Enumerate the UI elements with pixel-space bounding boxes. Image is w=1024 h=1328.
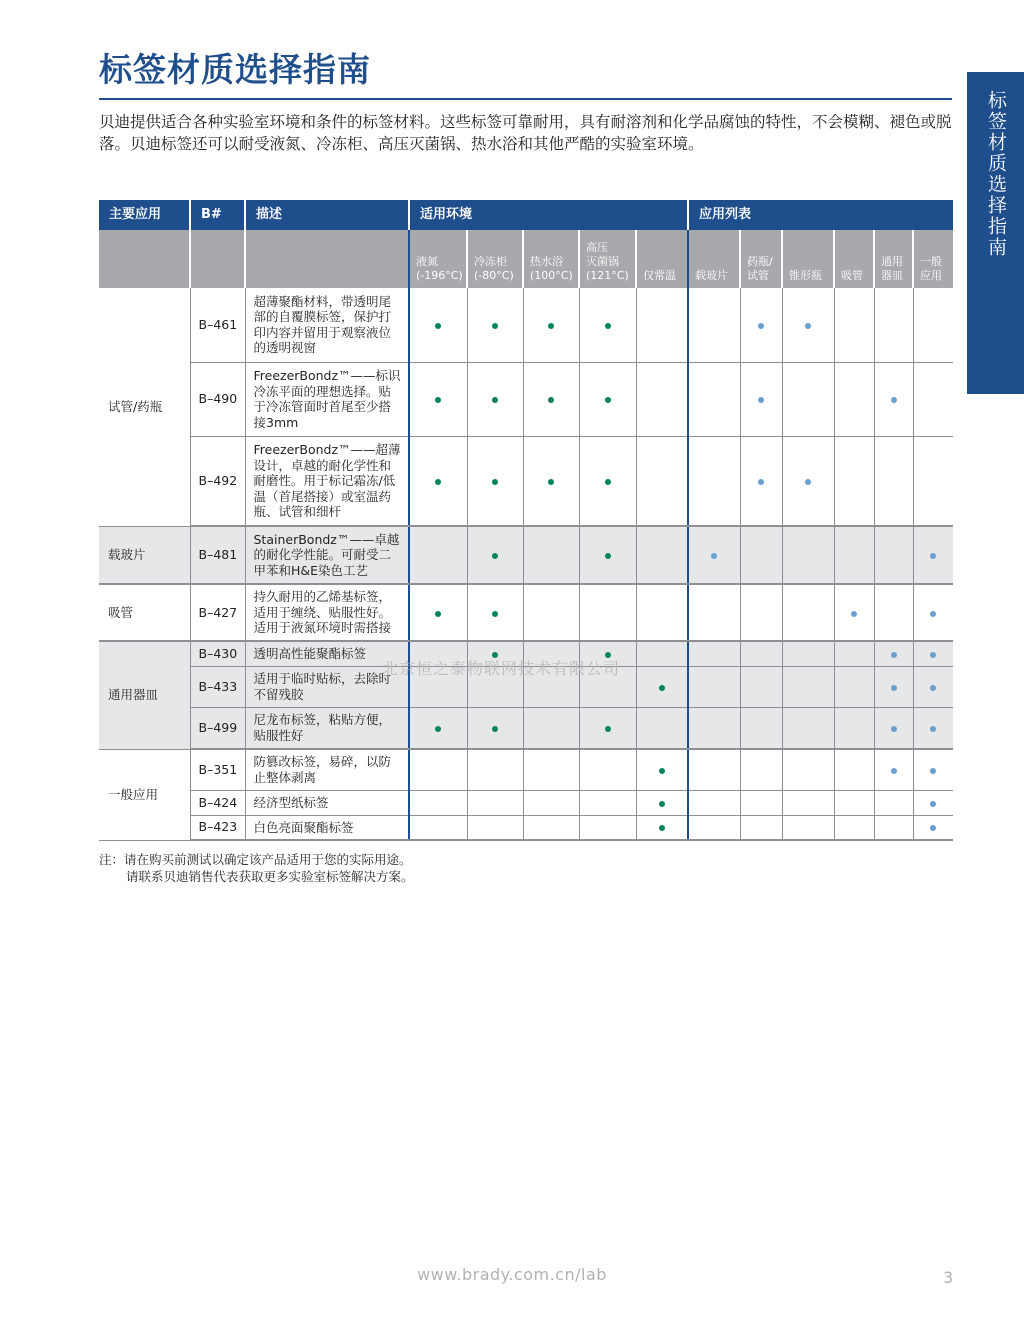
application-cell bbox=[688, 707, 740, 749]
environment-cell bbox=[523, 749, 579, 790]
applicable-dot-icon bbox=[930, 726, 936, 732]
suitable-dot-icon bbox=[548, 397, 554, 403]
suitable-dot-icon bbox=[659, 801, 665, 807]
application-cell bbox=[874, 666, 913, 707]
main-application-cell: 试管/药瓶 bbox=[99, 288, 190, 526]
application-cell bbox=[874, 790, 913, 815]
environment-cell bbox=[409, 790, 467, 815]
description-cell: 超薄聚酯材料，带透明尾部的自覆膜标签，保护打印内容并留用于观察液位的透明视窗 bbox=[245, 288, 409, 362]
application-cell bbox=[913, 362, 953, 436]
app-col-header: 载玻片 bbox=[688, 230, 740, 288]
suitable-dot-icon bbox=[435, 726, 441, 732]
application-cell bbox=[874, 749, 913, 790]
environment-cell bbox=[467, 362, 523, 436]
environment-cell bbox=[409, 815, 467, 840]
environment-cell bbox=[579, 749, 636, 790]
app-col-header: 吸管 bbox=[834, 230, 874, 288]
environment-cell bbox=[523, 288, 579, 362]
side-section-tab bbox=[967, 72, 1024, 394]
application-cell bbox=[834, 707, 874, 749]
application-cell bbox=[834, 526, 874, 584]
suitable-dot-icon bbox=[492, 726, 498, 732]
app-col-header: 锥形瓶 bbox=[782, 230, 834, 288]
environment-cell bbox=[579, 707, 636, 749]
applicable-dot-icon bbox=[930, 611, 936, 617]
applicable-dot-icon bbox=[930, 553, 936, 559]
subheader-blank bbox=[245, 230, 409, 288]
description-cell: 防篡改标签，易碎，以防止整体剥离 bbox=[245, 749, 409, 790]
application-cell bbox=[834, 436, 874, 526]
application-cell bbox=[782, 707, 834, 749]
application-cell bbox=[740, 815, 782, 840]
application-cell bbox=[688, 436, 740, 526]
description-cell: 经济型纸标签 bbox=[245, 790, 409, 815]
applicable-dot-icon bbox=[891, 685, 897, 691]
env-col-header: 热水浴 (100°C) bbox=[523, 230, 579, 288]
applicable-dot-icon bbox=[891, 652, 897, 658]
applicable-dot-icon bbox=[891, 726, 897, 732]
environment-cell bbox=[467, 749, 523, 790]
application-cell bbox=[740, 362, 782, 436]
table-row bbox=[99, 707, 953, 749]
application-cell bbox=[740, 707, 782, 749]
suitable-dot-icon bbox=[492, 553, 498, 559]
environment-cell bbox=[579, 584, 636, 641]
application-cell bbox=[913, 584, 953, 641]
application-cell bbox=[688, 749, 740, 790]
environment-cell bbox=[636, 288, 688, 362]
application-cell bbox=[688, 362, 740, 436]
environment-cell bbox=[636, 749, 688, 790]
b-number-cell: B–492 bbox=[190, 436, 245, 526]
table-row bbox=[99, 790, 953, 815]
applicable-dot-icon bbox=[930, 768, 936, 774]
label-selection-table bbox=[99, 200, 953, 841]
environment-cell bbox=[409, 436, 467, 526]
suitable-dot-icon bbox=[605, 726, 611, 732]
applicable-dot-icon bbox=[758, 479, 764, 485]
app-col-header: 通用 器皿 bbox=[874, 230, 913, 288]
environment-cell bbox=[523, 707, 579, 749]
b-number-cell: B–427 bbox=[190, 584, 245, 641]
suitable-dot-icon bbox=[492, 611, 498, 617]
environment-cell bbox=[636, 436, 688, 526]
b-number-cell: B–424 bbox=[190, 790, 245, 815]
note-line: 注：请在购买前测试以确定该产品适用于您的实际用途。 bbox=[99, 852, 412, 867]
application-cell bbox=[834, 641, 874, 666]
applicable-dot-icon bbox=[930, 825, 936, 831]
description-cell: 白色亮面聚酯标签 bbox=[245, 815, 409, 840]
applicable-dot-icon bbox=[891, 397, 897, 403]
application-cell bbox=[688, 288, 740, 362]
environment-cell bbox=[636, 362, 688, 436]
application-cell bbox=[740, 526, 782, 584]
suitable-dot-icon bbox=[605, 323, 611, 329]
applicable-dot-icon bbox=[711, 553, 717, 559]
b-number-cell: B–499 bbox=[190, 707, 245, 749]
environment-cell bbox=[467, 790, 523, 815]
header-environment: 适用环境 bbox=[409, 200, 688, 230]
application-cell bbox=[834, 749, 874, 790]
application-cell bbox=[913, 666, 953, 707]
environment-cell bbox=[579, 815, 636, 840]
applicable-dot-icon bbox=[758, 323, 764, 329]
suitable-dot-icon bbox=[435, 479, 441, 485]
table-row bbox=[99, 815, 953, 840]
app-col-header: 一般 应用 bbox=[913, 230, 953, 288]
application-cell bbox=[874, 815, 913, 840]
page-title: 标签材质选择指南 bbox=[99, 50, 371, 89]
main-application-cell: 载玻片 bbox=[99, 526, 190, 584]
application-cell bbox=[913, 288, 953, 362]
header-b-number: B# bbox=[190, 200, 245, 230]
suitable-dot-icon bbox=[435, 611, 441, 617]
environment-cell bbox=[467, 436, 523, 526]
environment-cell bbox=[523, 584, 579, 641]
table-row bbox=[99, 436, 953, 526]
applicable-dot-icon bbox=[758, 397, 764, 403]
description-cell: StainerBondz™——卓越的耐化学性能。可耐受二甲苯和H&E染色工艺 bbox=[245, 526, 409, 584]
suitable-dot-icon bbox=[659, 768, 665, 774]
watermark-text: 北京恒之泰物联网技术有限公司 bbox=[382, 659, 621, 678]
application-cell bbox=[688, 790, 740, 815]
b-number-cell: B–433 bbox=[190, 666, 245, 707]
applicable-dot-icon bbox=[805, 479, 811, 485]
applicable-dot-icon bbox=[930, 652, 936, 658]
application-cell bbox=[782, 526, 834, 584]
application-cell bbox=[782, 815, 834, 840]
environment-cell bbox=[636, 707, 688, 749]
suitable-dot-icon bbox=[492, 479, 498, 485]
main-application-cell: 吸管 bbox=[99, 584, 190, 641]
table-row bbox=[99, 526, 953, 584]
description-cell: FreezerBondz™——超薄设计，卓越的耐化学性和耐磨性。用于标记霜冻/低温（首尾搭接）或室温药瓶、试管和细杆 bbox=[245, 436, 409, 526]
application-cell bbox=[913, 749, 953, 790]
env-col-header: 高压 灭菌锅 (121°C) bbox=[579, 230, 636, 288]
application-cell bbox=[834, 584, 874, 641]
application-cell bbox=[874, 288, 913, 362]
application-cell bbox=[740, 790, 782, 815]
description-cell: 持久耐用的乙烯基标签，适用于缠绕、贴服性好。适用于液氮环境时需搭接 bbox=[245, 584, 409, 641]
description-cell: 适用于临时贴标，去除时不留残胶 bbox=[245, 666, 409, 707]
table-row bbox=[99, 749, 953, 790]
env-col-header: 液氮 (-196°C) bbox=[409, 230, 467, 288]
app-col-header: 药瓶/ 试管 bbox=[740, 230, 782, 288]
header-applications: 应用列表 bbox=[688, 200, 953, 230]
application-cell bbox=[740, 584, 782, 641]
application-cell bbox=[782, 641, 834, 666]
application-cell bbox=[688, 641, 740, 666]
applicable-dot-icon bbox=[930, 685, 936, 691]
page-number: 3 bbox=[943, 1268, 954, 1287]
environment-cell bbox=[467, 288, 523, 362]
environment-cell bbox=[409, 749, 467, 790]
environment-cell bbox=[523, 526, 579, 584]
header-main-app: 主要应用 bbox=[99, 200, 190, 230]
table-row bbox=[99, 584, 953, 641]
applicable-dot-icon bbox=[930, 801, 936, 807]
application-cell bbox=[913, 436, 953, 526]
footnotes bbox=[99, 851, 414, 885]
application-cell bbox=[913, 526, 953, 584]
application-cell bbox=[688, 666, 740, 707]
subheader-blank bbox=[99, 230, 190, 288]
suitable-dot-icon bbox=[548, 479, 554, 485]
side-tab-label: 标签材质选择指南 bbox=[985, 90, 1007, 258]
suitable-dot-icon bbox=[435, 397, 441, 403]
environment-cell bbox=[636, 584, 688, 641]
main-application-cell: 通用器皿 bbox=[99, 641, 190, 749]
intro-paragraph: 贝迪提供适合各种实验室环境和条件的标签材料。这些标签可靠耐用，具有耐溶剂和化学品腐蚀的特性，不会模糊、褪色或脱落。贝迪标签还可以耐受液氮、冷冻柜、高压灭菌锅、热水浴和其他严酷的实验室环境。 bbox=[99, 113, 952, 153]
b-number-cell: B–351 bbox=[190, 749, 245, 790]
description-cell: FreezerBondz™——标识冷冻平面的理想选择。贴于冷冻管面时首尾至少搭接3mm bbox=[245, 362, 409, 436]
application-cell bbox=[913, 790, 953, 815]
environment-cell bbox=[523, 815, 579, 840]
b-number-cell: B–461 bbox=[190, 288, 245, 362]
environment-cell bbox=[409, 288, 467, 362]
description-cell: 透明高性能聚酯标签 bbox=[245, 641, 409, 666]
environment-cell bbox=[523, 436, 579, 526]
environment-cell bbox=[579, 362, 636, 436]
title-divider bbox=[99, 98, 952, 100]
application-cell bbox=[740, 436, 782, 526]
application-cell bbox=[782, 436, 834, 526]
b-number-cell: B–490 bbox=[190, 362, 245, 436]
environment-cell bbox=[467, 526, 523, 584]
b-number-cell: B–430 bbox=[190, 641, 245, 666]
application-cell bbox=[913, 815, 953, 840]
application-cell bbox=[834, 790, 874, 815]
application-cell bbox=[782, 362, 834, 436]
application-cell bbox=[740, 288, 782, 362]
environment-cell bbox=[636, 815, 688, 840]
environment-cell bbox=[523, 790, 579, 815]
environment-cell bbox=[467, 815, 523, 840]
env-col-header: 冷冻柜 (-80°C) bbox=[467, 230, 523, 288]
application-cell bbox=[834, 666, 874, 707]
application-cell bbox=[913, 707, 953, 749]
application-cell bbox=[782, 749, 834, 790]
application-cell bbox=[740, 666, 782, 707]
application-cell bbox=[874, 436, 913, 526]
suitable-dot-icon bbox=[492, 397, 498, 403]
environment-cell bbox=[636, 641, 688, 666]
header-description: 描述 bbox=[245, 200, 409, 230]
suitable-dot-icon bbox=[659, 685, 665, 691]
application-cell bbox=[913, 641, 953, 666]
suitable-dot-icon bbox=[605, 479, 611, 485]
application-cell bbox=[782, 584, 834, 641]
application-cell bbox=[782, 790, 834, 815]
environment-cell bbox=[579, 526, 636, 584]
application-cell bbox=[782, 288, 834, 362]
application-cell bbox=[688, 815, 740, 840]
environment-cell bbox=[409, 584, 467, 641]
b-number-cell: B–481 bbox=[190, 526, 245, 584]
environment-cell bbox=[523, 362, 579, 436]
suitable-dot-icon bbox=[659, 825, 665, 831]
application-cell bbox=[874, 641, 913, 666]
environment-cell bbox=[467, 707, 523, 749]
environment-cell bbox=[579, 436, 636, 526]
env-col-header: 仅常温 bbox=[636, 230, 688, 288]
applicable-dot-icon bbox=[851, 611, 857, 617]
application-cell bbox=[740, 749, 782, 790]
subheader-blank bbox=[190, 230, 245, 288]
application-cell bbox=[874, 362, 913, 436]
suitable-dot-icon bbox=[548, 323, 554, 329]
application-cell bbox=[874, 526, 913, 584]
environment-cell bbox=[409, 707, 467, 749]
main-application-cell: 一般应用 bbox=[99, 749, 190, 840]
suitable-dot-icon bbox=[492, 323, 498, 329]
suitable-dot-icon bbox=[435, 323, 441, 329]
environment-cell bbox=[409, 526, 467, 584]
environment-cell bbox=[579, 790, 636, 815]
note-line: 请联系贝迪销售代表获取更多实验室标签解决方案。 bbox=[126, 869, 414, 884]
environment-cell bbox=[579, 288, 636, 362]
application-cell bbox=[874, 584, 913, 641]
table-row bbox=[99, 288, 953, 362]
description-cell: 尼龙布标签，粘贴方便，贴服性好 bbox=[245, 707, 409, 749]
environment-cell bbox=[636, 666, 688, 707]
application-cell bbox=[688, 526, 740, 584]
application-cell bbox=[740, 641, 782, 666]
footer-url-link[interactable]: www.brady.com.cn/lab bbox=[417, 1265, 607, 1284]
applicable-dot-icon bbox=[805, 323, 811, 329]
application-cell bbox=[834, 288, 874, 362]
environment-cell bbox=[409, 362, 467, 436]
application-cell bbox=[834, 815, 874, 840]
application-cell bbox=[782, 666, 834, 707]
environment-cell bbox=[636, 526, 688, 584]
application-cell bbox=[688, 584, 740, 641]
suitable-dot-icon bbox=[605, 553, 611, 559]
application-cell bbox=[834, 362, 874, 436]
b-number-cell: B–423 bbox=[190, 815, 245, 840]
applicable-dot-icon bbox=[891, 768, 897, 774]
environment-cell bbox=[467, 584, 523, 641]
suitable-dot-icon bbox=[605, 397, 611, 403]
environment-cell bbox=[636, 790, 688, 815]
application-cell bbox=[874, 707, 913, 749]
table-row bbox=[99, 362, 953, 436]
